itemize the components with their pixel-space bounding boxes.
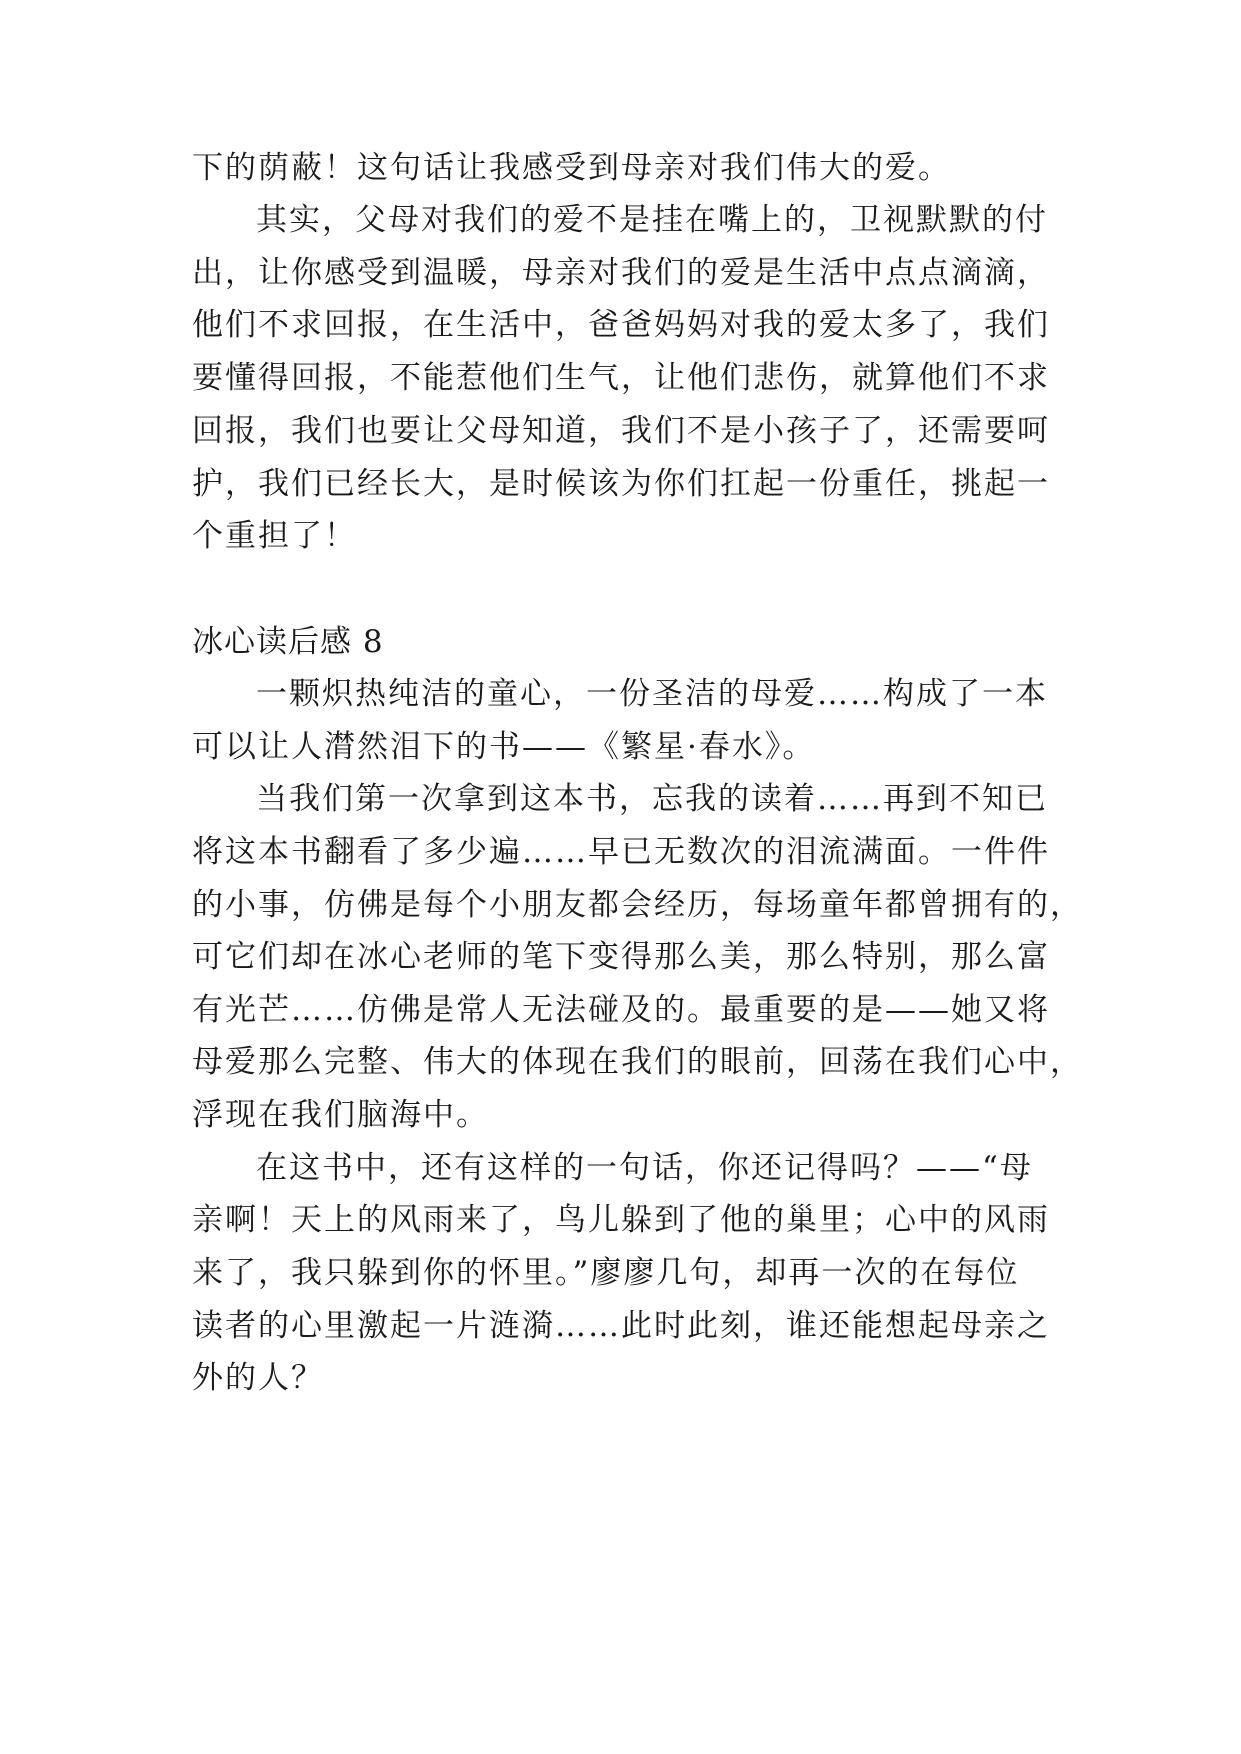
paragraph-line: 回报，我们也要让父母知道，我们不是小孩子了，还需要呵 (192, 413, 1050, 449)
paragraph-line: 可它们却在冰心老师的笔下变得那么美，那么特别，那么富 (192, 939, 1050, 975)
paragraph-line: 下的荫蔽！这句话让我感受到母亲对我们伟大的爱。 (192, 150, 951, 186)
paragraph-line: 来了，我只躲到你的怀里。”廖廖几句，却再一次的在每位 (192, 1255, 1020, 1291)
paragraph-line: 有光芒……仿佛是常人无法碰及的。最重要的是——她又将 (192, 992, 1050, 1028)
paragraph-line: 将这本书翻看了多少遍……早已无数次的泪流满面。一件件 (192, 834, 1050, 870)
paragraph-line: 要懂得回报，不能惹他们生气，让他们悲伤，就算他们不求 (192, 360, 1050, 396)
paragraph-line: 外的人？ (192, 1360, 324, 1396)
paragraph-line: 的小事，仿佛是每个小朋友都会经历，每场童年都曾拥有的， (192, 887, 1083, 923)
paragraph-line: 在这书中，还有这样的一句话，你还记得吗？——“母 (256, 1150, 1033, 1186)
paragraph-line: 当我们第一次拿到这本书，忘我的读着……再到不知已 (256, 781, 1048, 817)
paragraph-line: 一颗炽热纯洁的童心，一份圣洁的母爱……构成了一本 (256, 676, 1048, 712)
section-heading: 冰心读后感 8 (192, 624, 384, 660)
paragraph-line: 护，我们已经长大，是时候该为你们扛起一份重任，挑起一 (192, 466, 1050, 502)
paragraph-line: 其实，父母对我们的爱不是挂在嘴上的，卫视默默的付 (256, 202, 1048, 238)
paragraph-line: 个重担了！ (192, 518, 357, 554)
paragraph-line: 出，让你感受到温暖，母亲对我们的爱是生活中点点滴滴， (192, 255, 1050, 291)
paragraph-line: 浮现在我们脑海中。 (192, 1097, 489, 1133)
paragraph-line: 读者的心里激起一片涟漪……此时此刻，谁还能想起母亲之 (192, 1308, 1050, 1344)
paragraph-line: 亲啊！天上的风雨来了，鸟儿躲到了他的巢里；心中的风雨 (192, 1202, 1050, 1238)
paragraph-line: 他们不求回报，在生活中，爸爸妈妈对我的爱太多了，我们 (192, 307, 1050, 343)
paragraph-line: 可以让人潸然泪下的书——《繁星·春水》。 (192, 729, 816, 765)
paragraph-line: 母爱那么完整、伟大的体现在我们的眼前，回荡在我们心中， (192, 1044, 1083, 1080)
